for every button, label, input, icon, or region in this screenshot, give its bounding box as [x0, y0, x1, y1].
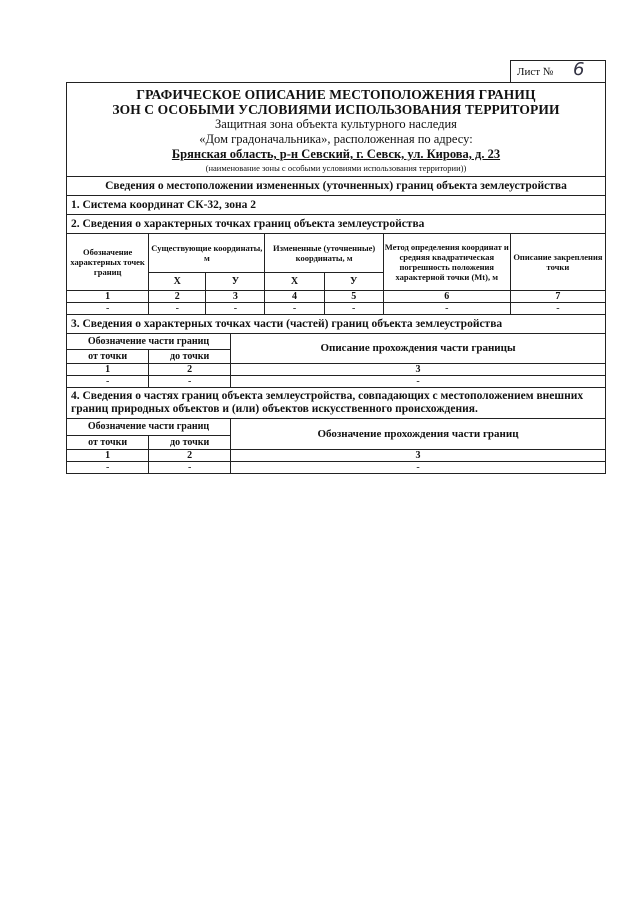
number-cell: 1: [67, 364, 149, 376]
section-info-title: Сведения о местоположении измененных (уточненных) границ объекта землеустройства: [67, 177, 605, 196]
part-label: Обозначение части границ: [67, 334, 231, 350]
number-cell: 2: [149, 290, 206, 302]
number-cell: 6: [383, 290, 510, 302]
section-1-title: 1. Система координат СК-32, зона 2: [67, 196, 605, 215]
table-row: [67, 302, 605, 314]
table-cell: -: [383, 302, 510, 314]
section-3-title: 3. Сведения о характерных точках части (частей) границ объекта землеустройства: [67, 315, 605, 334]
table-cell: -: [265, 302, 324, 314]
section-4-title: 4. Сведения о частях границ объекта землеустройства, совпадающих с местоположением внешних границ природных объектов и (или) объектов искусственного происхождения.: [67, 388, 605, 419]
header-x1: Х: [149, 272, 206, 290]
sheet-number-box: [510, 60, 606, 83]
table-cell: -: [67, 461, 149, 473]
part-description-header: Описание прохождения части границы: [231, 334, 605, 364]
number-cell: 3: [206, 290, 265, 302]
address: Брянская область, р-н Севский, г. Севск, ул. Кирова, д. 23: [171, 147, 501, 161]
header-y2: У: [324, 272, 383, 290]
table-cell: -: [510, 302, 605, 314]
sheet-number: 6: [573, 59, 585, 80]
numbers-row: [67, 290, 605, 302]
from-point-header: от точки: [67, 350, 149, 364]
number-cell: 2: [149, 364, 231, 376]
header-method: Метод определения координат и средняя квадратическая погрешность положения характерной точки (Мt), м: [383, 234, 510, 290]
header-desc: Описание закрепления точки: [510, 234, 605, 290]
header-existing: Существующие координаты, м: [149, 234, 265, 272]
number-cell: 2: [149, 449, 231, 461]
title-line-1: ГРАФИЧЕСКОЕ ОПИСАНИЕ МЕСТОПОЛОЖЕНИЯ ГРАНИЦ: [136, 87, 536, 102]
table-cell: -: [149, 302, 206, 314]
title-line-2: ЗОН С ОСОБЫМИ УСЛОВИЯМИ ИСПОЛЬЗОВАНИЯ ТЕРРИТОРИИ: [112, 102, 560, 117]
header-changed: Измененные (уточненные) координаты, м: [265, 234, 383, 272]
document-frame: [66, 82, 606, 474]
table-cell: -: [206, 302, 265, 314]
section-4-table: [67, 419, 605, 474]
number-cell: 4: [265, 290, 324, 302]
zone-line-1: Защитная зона объекта культурного наследия: [215, 117, 457, 131]
table-cell: -: [324, 302, 383, 314]
numbers-row: [67, 364, 605, 376]
sheet-label: Лист №: [517, 66, 554, 78]
number-cell: 1: [67, 290, 149, 302]
zone-note: (наименование зоны с особыми условиями использования территории)): [205, 163, 467, 173]
to-point-header: до точки: [149, 350, 231, 364]
section-3-table: [67, 334, 605, 389]
section-2-title: 2. Сведения о характерных точках границ объекта землеустройства: [67, 215, 605, 234]
numbers-row: [67, 449, 605, 461]
section-2-table: [67, 234, 605, 315]
header-point: Обозначение характерных точек границ: [67, 234, 149, 290]
document-header: [67, 83, 605, 177]
number-cell: 3: [231, 449, 605, 461]
to-point-header: до точки: [149, 435, 231, 449]
table-cell: -: [149, 376, 231, 388]
number-cell: 3: [231, 364, 605, 376]
from-point-header: от точки: [67, 435, 149, 449]
table-cell: -: [67, 376, 149, 388]
table-row: [67, 376, 605, 388]
table-cell: -: [149, 461, 231, 473]
table-row: [67, 461, 605, 473]
table-cell: -: [231, 461, 605, 473]
part-description-header: Обозначение прохождения части границ: [231, 419, 605, 449]
number-cell: 1: [67, 449, 149, 461]
number-cell: 5: [324, 290, 383, 302]
number-cell: 7: [510, 290, 605, 302]
header-x2: Х: [265, 272, 324, 290]
part-label: Обозначение части границ: [67, 419, 231, 435]
table-cell: -: [67, 302, 149, 314]
header-y1: У: [206, 272, 265, 290]
table-cell: -: [231, 376, 605, 388]
zone-line-2: «Дом градоначальника», расположенная по адресу:: [199, 132, 473, 146]
